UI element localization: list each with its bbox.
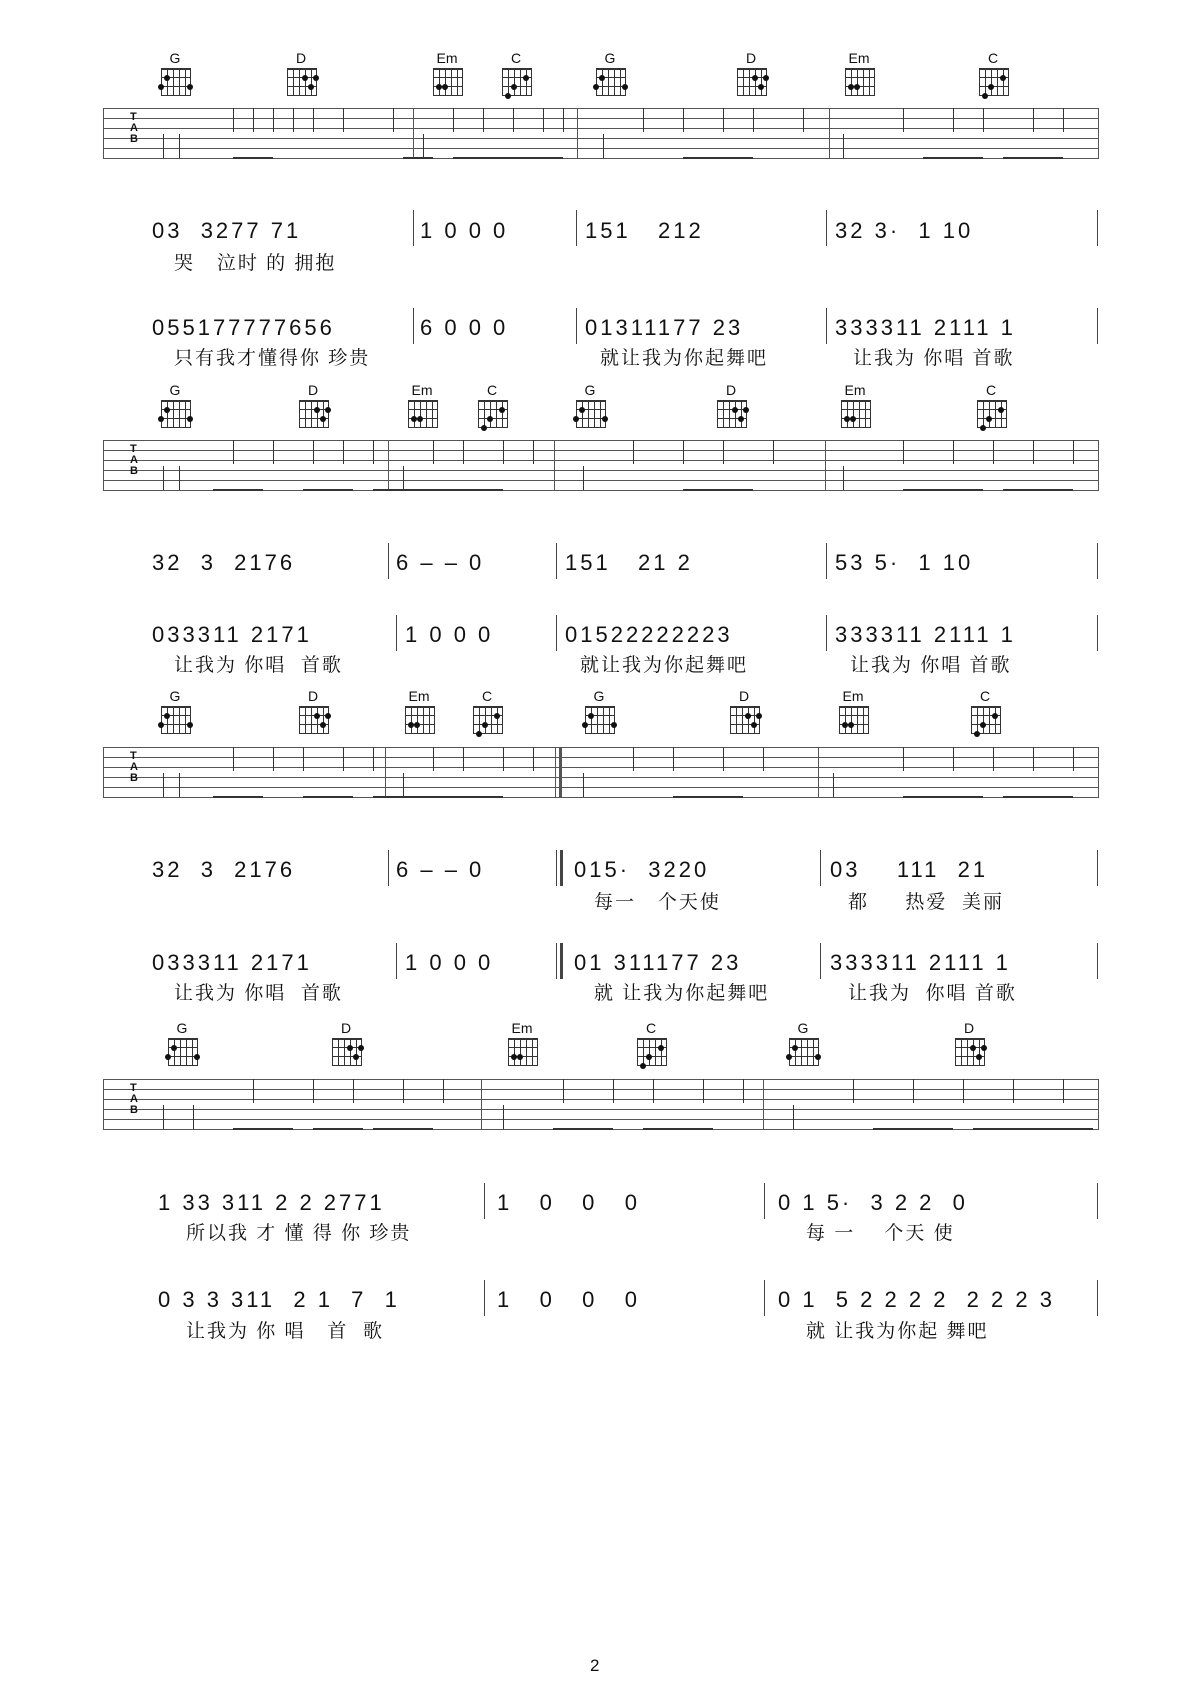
chord-name: C [645, 1020, 657, 1036]
chord-diagram [570, 382, 610, 432]
chord-name: G [169, 50, 181, 66]
chord-diagram [472, 382, 512, 432]
melody-upper: 6 – – 0 [396, 550, 485, 575]
melody-lower: 333311 2111 1 [835, 315, 1016, 340]
chord-grid [473, 706, 503, 736]
melody-lower: 055177777656 [152, 315, 335, 340]
chord-name: G [584, 382, 596, 398]
chord-grid [287, 68, 317, 98]
chord-name: D [745, 50, 757, 66]
chord-name: G [593, 688, 605, 704]
chord-diagram [155, 50, 195, 100]
tab-label: T A B [130, 111, 138, 145]
melody-lower: 01 311177 23 [574, 950, 742, 975]
chord-diagram [839, 50, 879, 100]
chord-name: Em [848, 50, 870, 66]
tab-label: T A B [130, 750, 138, 784]
melody-lower: 6 0 0 0 [420, 315, 509, 340]
melody-lower: 333311 2111 1 [830, 950, 1011, 975]
chord-grid [478, 400, 508, 430]
chord-grid [502, 68, 532, 98]
melody-upper: 53 5· 1 10 [835, 550, 974, 575]
chord-grid [168, 1038, 198, 1068]
chord-name: G [797, 1020, 809, 1036]
tab-staff [103, 1079, 1099, 1129]
chord-diagram [971, 382, 1011, 432]
lyric-lower: 就让我为你起舞吧 [580, 655, 749, 676]
lyric-upper: 每 一 个天 使 [806, 1223, 955, 1244]
chord-diagram [631, 1020, 671, 1070]
lyric-lower: 让我为 你唱 首歌 [174, 655, 343, 676]
lyric-lower: 就让我为你起舞吧 [600, 348, 769, 369]
chord-name: G [176, 1020, 188, 1036]
chord-name: Em [408, 688, 430, 704]
melody-upper: 03 111 21 [830, 857, 989, 882]
chord-grid [977, 400, 1007, 430]
chord-grid [730, 706, 760, 736]
melody-upper: 015· 3220 [574, 857, 710, 882]
chord-diagram [579, 688, 619, 738]
lyric-lower: 让我为 你唱 首歌 [853, 348, 1015, 369]
chord-diagram [155, 382, 195, 432]
melody-upper: 1 0 0 0 [420, 218, 509, 243]
lyric-lower: 就 让我为你起 舞吧 [806, 1321, 989, 1342]
chord-grid [841, 400, 871, 430]
melody-lower: 0 1 5 2 2 2 2 2 2 2 3 [778, 1287, 1055, 1312]
melody-lower: 333311 2111 1 [835, 622, 1016, 647]
melody-lower: 01311177 23 [585, 315, 744, 340]
chord-name: Em [511, 1020, 533, 1036]
chord-diagram [402, 382, 442, 432]
chord-name: C [987, 50, 999, 66]
chord-grid [955, 1038, 985, 1068]
chord-grid [979, 68, 1009, 98]
chord-grid [789, 1038, 819, 1068]
chord-name: D [307, 382, 319, 398]
chord-diagram [502, 1020, 542, 1070]
chord-diagram [326, 1020, 366, 1070]
chord-grid [839, 706, 869, 736]
page-number: 2 [590, 1656, 600, 1675]
lyric-upper: 哭 泣时 的 拥抱 [174, 253, 337, 274]
melody-lower: 033311 2171 [152, 950, 312, 975]
chord-diagram [467, 688, 507, 738]
chord-grid [332, 1038, 362, 1068]
chord-grid [161, 68, 191, 98]
chord-diagram [155, 688, 195, 738]
tab-staff [103, 747, 1099, 797]
chord-diagram [973, 50, 1013, 100]
lyric-lower: 让我为 你 唱 首 歌 [186, 1321, 384, 1342]
chord-name: G [169, 688, 181, 704]
lyric-lower: 让我为 你唱 首歌 [848, 983, 1017, 1004]
chord-name: D [725, 382, 737, 398]
chord-diagram [731, 50, 771, 100]
chord-grid [971, 706, 1001, 736]
chord-grid [596, 68, 626, 98]
melody-upper: 03 3277 71 [152, 218, 302, 243]
chord-name: G [604, 50, 616, 66]
tab-label: T A B [130, 443, 138, 477]
melody-upper: 151 212 [585, 218, 704, 243]
chord-diagram [783, 1020, 823, 1070]
chord-name: G [169, 382, 181, 398]
melody-lower: 01522222223 [565, 622, 733, 647]
chord-name: Em [842, 688, 864, 704]
chord-diagram [281, 50, 321, 100]
tab-staff [103, 108, 1099, 158]
melody-upper: 0 1 5· 3 2 2 0 [778, 1190, 968, 1215]
chord-diagram [724, 688, 764, 738]
chord-grid [717, 400, 747, 430]
lyric-lower: 让我为 你唱 首歌 [174, 983, 343, 1004]
melody-upper: 1 33 311 2 2 2771 [158, 1190, 385, 1215]
melody-upper: 151 21 2 [565, 550, 693, 575]
lyric-lower: 让我为 你唱 首歌 [850, 655, 1012, 676]
melody-upper: 32 3 2176 [152, 550, 296, 575]
chord-grid [299, 706, 329, 736]
chord-name: C [486, 382, 498, 398]
chord-name: D [340, 1020, 352, 1036]
tab-staff [103, 440, 1099, 490]
chord-grid [845, 68, 875, 98]
melody-lower: 1 0 0 0 [405, 622, 494, 647]
chord-grid [433, 68, 463, 98]
lyric-upper: 每一 个天使 [594, 892, 721, 913]
chord-diagram [162, 1020, 202, 1070]
chord-grid [576, 400, 606, 430]
lyric-upper: 都 热爱 美丽 [848, 892, 1004, 913]
melody-upper: 1 0 0 0 [497, 1190, 640, 1215]
melody-lower: 1 0 0 0 [405, 950, 494, 975]
tab-label: T A B [130, 1082, 138, 1116]
chord-name: C [481, 688, 493, 704]
lyric-lower: 只有我才懂得你 珍贵 [174, 348, 371, 369]
melody-lower: 0 3 3 311 2 1 7 1 [158, 1287, 400, 1312]
chord-name: D [738, 688, 750, 704]
melody-lower: 1 0 0 0 [497, 1287, 640, 1312]
chord-diagram [399, 688, 439, 738]
chord-diagram [711, 382, 751, 432]
chord-name: Em [844, 382, 866, 398]
lyric-lower: 就 让我为你起舞吧 [594, 983, 770, 1004]
chord-grid [405, 706, 435, 736]
chord-diagram [835, 382, 875, 432]
chord-name: D [295, 50, 307, 66]
chord-grid [408, 400, 438, 430]
melody-upper: 6 – – 0 [396, 857, 485, 882]
chord-grid [299, 400, 329, 430]
chord-diagram [496, 50, 536, 100]
chord-name: C [985, 382, 997, 398]
chord-name: Em [436, 50, 458, 66]
chord-diagram [949, 1020, 989, 1070]
chord-name: Em [411, 382, 433, 398]
chord-diagram [293, 382, 333, 432]
chord-name: C [979, 688, 991, 704]
melody-lower: 033311 2171 [152, 622, 312, 647]
chord-grid [637, 1038, 667, 1068]
chord-diagram [293, 688, 333, 738]
lyric-upper: 所以我 才 懂 得 你 珍贵 [186, 1223, 412, 1244]
melody-upper: 32 3 2176 [152, 857, 296, 882]
chord-grid [585, 706, 615, 736]
chord-diagram [965, 688, 1005, 738]
chord-grid [161, 400, 191, 430]
chord-name: C [510, 50, 522, 66]
chord-grid [508, 1038, 538, 1068]
chord-grid [737, 68, 767, 98]
melody-upper: 32 3· 1 10 [835, 218, 974, 243]
chord-diagram [833, 688, 873, 738]
chord-name: D [963, 1020, 975, 1036]
chord-diagram [427, 50, 467, 100]
chord-name: D [307, 688, 319, 704]
chord-grid [161, 706, 191, 736]
chord-diagram [590, 50, 630, 100]
